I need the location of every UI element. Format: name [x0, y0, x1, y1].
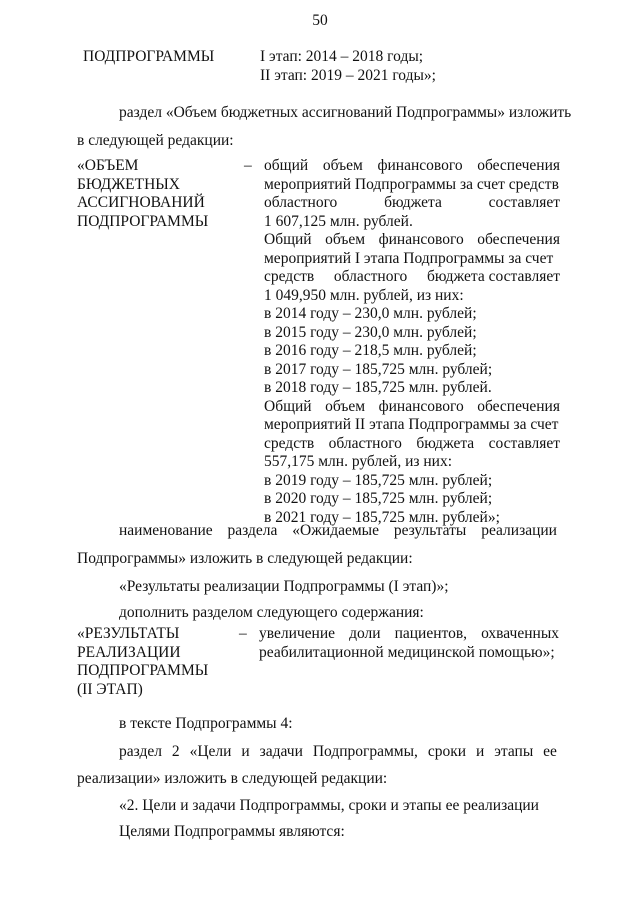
- budget-heading-line: БЮДЖЕТНЫХ: [77, 175, 180, 193]
- year-item: в 2016 году – 218,5 млн. рублей;: [264, 342, 477, 359]
- total-line-2: мероприятий Подпрограммы за счет средств: [264, 175, 559, 193]
- word: средств: [264, 434, 315, 452]
- word: финансового: [378, 397, 464, 415]
- total-amount: 1 607,125 млн. рублей.: [264, 212, 413, 230]
- paragraph-goals: Целями Подпрограммы являются:: [119, 823, 345, 840]
- stage2-line-1: [264, 398, 560, 417]
- stage1-line-3: [264, 268, 560, 287]
- word: этапы: [494, 743, 534, 760]
- word: доли: [349, 625, 381, 642]
- word: областного: [264, 194, 338, 211]
- budget-heading-line: АССИГНОВАНИЙ: [77, 194, 205, 211]
- word: ее: [543, 743, 557, 760]
- paragraph-add-section: дополнить разделом следующего содержания:: [119, 604, 424, 621]
- stage1-line-2: мероприятий I этапа Подпрограммы за счет: [264, 249, 554, 267]
- year-item: в 2021 году – 185,725 млн. рублей»;: [264, 508, 500, 526]
- word: задачи: [259, 743, 303, 760]
- stages-list: [260, 47, 436, 85]
- results-table: [77, 625, 557, 701]
- word: областного: [328, 434, 402, 452]
- stage-2-text: II этап: 2019 – 2021 годы»;: [260, 67, 436, 84]
- stage2-line-3: [264, 435, 560, 454]
- results-heading-line: РЕАЛИЗАЦИИ: [77, 643, 181, 661]
- stage1-amount: 1 049,950 млн. рублей, из них:: [264, 286, 464, 304]
- word: и: [241, 743, 250, 760]
- budget-heading-line: ПОДПРОГРАММЫ: [77, 212, 209, 230]
- word: сроки: [427, 743, 467, 760]
- stage2-amount: 557,175 млн. рублей, из них:: [264, 453, 453, 470]
- word: бюджета: [384, 194, 442, 211]
- paragraph-section2-line2: реализации» изложить в следующей редакции:: [77, 770, 388, 787]
- budget-table: [77, 157, 560, 526]
- results-heading-line: «РЕЗУЛЬТАТЫ: [77, 625, 180, 642]
- year-item: в 2018 году – 185,725 млн. рублей.: [264, 379, 492, 396]
- word: «Ожидаемые: [292, 522, 379, 539]
- paragraph-rename-line2: Подпрограммы» изложить в следующей редакции:: [77, 550, 413, 567]
- word: раздел: [119, 743, 162, 760]
- year-item: в 2015 году – 230,0 млн. рублей;: [264, 323, 477, 341]
- word: бюджета: [416, 434, 475, 452]
- stage2-line-2: мероприятий II этапа Подпрограммы за счет: [264, 416, 559, 433]
- word: Общий: [264, 231, 312, 248]
- word: обеспечения: [477, 397, 560, 415]
- results-heading-line: ПОДПРОГРАММЫ: [77, 662, 209, 679]
- word: финансового: [378, 231, 464, 248]
- paragraph-results-title: «Результаты реализации Подпрограммы (I этап)»;: [119, 578, 449, 595]
- results-heading: [77, 625, 237, 699]
- budget-heading: [77, 157, 237, 231]
- word: составляет: [488, 194, 560, 211]
- word: охваченных: [481, 625, 559, 642]
- paragraph-section2-title: «2. Цели и задачи Подпрограммы, сроки и этапы ее реализации: [119, 797, 539, 814]
- word: средств: [264, 268, 315, 285]
- paragraph-subprogram-4: в тексте Подпрограммы 4:: [119, 715, 293, 732]
- word: реализации: [481, 522, 557, 539]
- word: бюджета составляет: [426, 268, 560, 285]
- word: объем: [322, 157, 363, 174]
- paragraph-rename-line1: [119, 521, 557, 540]
- budget-dash: –: [244, 157, 252, 174]
- word: объем: [325, 397, 366, 415]
- total-line-3: [264, 194, 560, 213]
- word: Общий: [264, 397, 312, 415]
- year-item: в 2019 году – 185,725 млн. рублей;: [264, 471, 493, 489]
- word: обеспечения: [477, 157, 560, 174]
- word: областного: [333, 268, 408, 285]
- year-item: в 2020 году – 185,725 млн. рублей;: [264, 490, 493, 507]
- budget-description: [264, 157, 560, 527]
- word: 2: [171, 743, 180, 760]
- word: финансового: [377, 157, 463, 174]
- paragraph-budget-intro-line1: раздел «Объем бюджетных ассигнований Подпрограммы» изложить: [119, 104, 572, 121]
- word: Подпрограммы,: [312, 743, 418, 760]
- budget-heading-line: «ОБЪЕМ: [77, 157, 139, 174]
- word: и: [476, 743, 485, 760]
- word: наименование: [119, 522, 213, 539]
- word: раздела: [227, 522, 278, 539]
- results-line-1: [259, 625, 559, 644]
- word: объем: [325, 231, 366, 248]
- page-number: 50: [312, 12, 328, 29]
- word: результаты: [393, 522, 467, 539]
- paragraph-budget-intro-line2: в следующей редакции:: [77, 132, 234, 149]
- word: составляет: [488, 434, 560, 452]
- word: общий: [264, 157, 309, 174]
- total-line-1: [264, 157, 560, 176]
- year-item: в 2017 году – 185,725 млн. рублей;: [264, 360, 493, 378]
- stage1-line-1: [264, 231, 560, 250]
- word: «Цели: [189, 743, 232, 760]
- results-dash: –: [239, 625, 247, 642]
- year-item: в 2014 году – 230,0 млн. рублей;: [264, 305, 477, 322]
- word: обеспечения: [477, 231, 560, 248]
- stage-1-text: I этап: 2014 – 2018 годы;: [260, 48, 424, 65]
- word: увеличение: [259, 625, 336, 642]
- word: пациентов,: [394, 625, 468, 642]
- results-description: [259, 625, 559, 662]
- paragraph-section2-line1: [119, 742, 557, 761]
- results-heading-line: (II ЭТАП): [77, 680, 143, 698]
- results-line-2: реабилитационной медицинской помощью»;: [259, 643, 555, 661]
- subprogram-label: ПОДПРОГРАММЫ: [83, 48, 215, 65]
